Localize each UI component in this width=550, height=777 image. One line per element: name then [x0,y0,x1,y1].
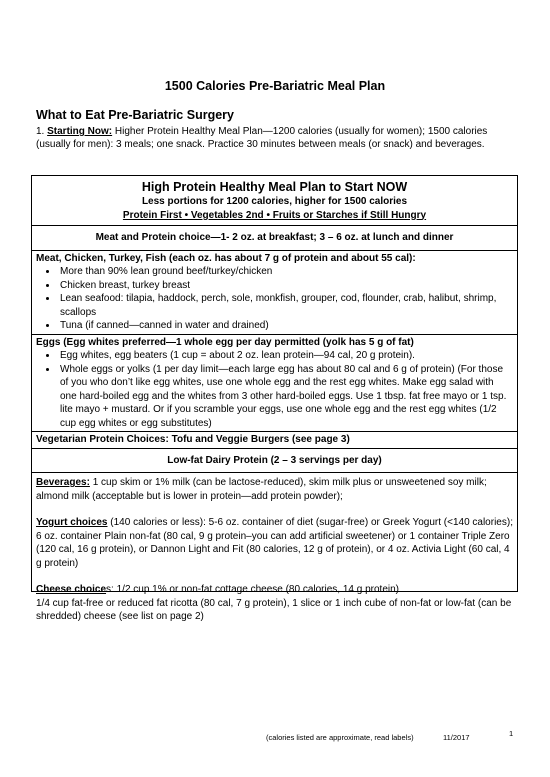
intro-label: Starting Now: [47,126,113,137]
intro-text: Higher Protein Healthy Meal Plan—1200 calories (usually for women); 1500 calories (usually for men): 3 meals; one snack. Practice 30 minutes between meals (or snack) and beverages. [36,126,488,150]
cheese-paragraph [36,583,513,597]
table-priority: Protein First • Vegetables 2nd • Fruits or Starches if Still Hungry [122,209,427,221]
meat-protein-heading: Meat and Protein choice—1- 2 oz. at breakfast; 3 – 6 oz. at lunch and dinner [32,226,517,251]
footer-date: 11/2017 [443,733,470,742]
table-subtitle: Less portions for 1200 calories, higher for 1500 calories [141,196,408,207]
list-item: • Egg whites, egg beaters (1 cup = about 2 oz. lean protein—94 cal, 20 g protein). [58,349,513,363]
meal-plan-table [31,175,518,622]
footer-note: (calories listed are approximate, read labels) [266,733,414,742]
yogurt-text: (140 calories or less): 5-6 oz. container of diet (sugar-free) or Greek Yogurt (<140 calories); [107,517,513,528]
page-number: 1 [509,729,514,738]
beverages-paragraph [36,476,513,503]
eggs-cell [32,335,517,433]
table-title: High Protein Healthy Meal Plan to Start NOW [141,180,408,194]
meat-section-heading: Meat, Chicken, Turkey, Fish (each oz. has about 7 g of protein and about 55 cal): [36,252,416,264]
intro-number: 1. [36,126,45,137]
dairy-heading: Low-fat Dairy Protein (2 – 3 servings per day) [32,449,517,474]
cheese-text: s: 1/2 cup 1% or non-fat cottage cheese (80 calories, 14 g protein) [106,584,399,595]
yogurt-paragraph [36,516,513,530]
beverages-label: Beverages: [36,477,90,488]
cheese-options: 1/4 cup fat-free or reduced fat ricotta (80 cal, 7 g protein), 1 slice or 1 inch cube of non-fat or low-fat (can be shredded) cheese (see list on page 2) [36,597,512,622]
intro-paragraph [36,125,520,151]
dairy-cell [32,473,517,622]
cheese-label: Cheese choice [36,584,107,595]
list-item: • Whole eggs or yolks (1 per day limit—each large egg has about 80 cal and 6 g of protein) (For those of you who don’t like egg whites, use one whole egg and the rest egg whites. Make egg salad with one hard-boiled egg and the whites from 3 other hard-boiled eggs. Use 1 tbsp. fat free mayo or 1 tsp. lite mayo + mustard. Or if you scramble your eggs, use one whole egg and the rest egg whites (1/2 cup egg whites or egg substitutes) [58,363,513,431]
yogurt-label: Yogurt choices [36,517,108,528]
list-item: • More than 90% lean ground beef/turkey/chicken [58,265,513,279]
vegetarian-cell [32,432,517,449]
yogurt-options: 6 oz. container Plain non-fat (80 cal, 9 g protein–you can add artificial sweetener) or 1 container Triple Zero (120 cal, 16 g protein), or Dannon Light and Fit (80 calories, 12 g of protein), or 4 oz. Activia Light (60 cal, 4 g protein) [36,530,510,569]
beverages-text: 1 cup skim or 1% milk (can be lactose-reduced), skim milk plus or unsweetened soy milk; almond milk (acceptable but is lower in protein—add protein powder); [36,477,487,502]
eggs-section-heading: Eggs (Egg whites preferred—1 whole egg per day permitted (yolk has 5 g of fat) [36,336,414,348]
section-heading: What to Eat Pre-Bariatric Surgery [36,108,234,122]
list-item: • Tuna (if canned—canned in water and drained) [58,319,513,333]
list-item: • Lean seafood: tilapia, haddock, perch, sole, monkfish, grouper, cod, flounder, crab, halibut, shrimp, scallops [58,292,513,319]
page-title: 1500 Calories Pre-Bariatric Meal Plan [164,79,386,93]
meat-list [36,265,513,333]
protein-choices-cell [32,251,517,335]
list-item: • Chicken breast, turkey breast [58,279,513,293]
table-header [32,176,517,226]
eggs-list [36,349,513,430]
vegetarian-heading: Vegetarian Protein Choices: Tofu and Veggie Burgers (see page 3) [36,434,350,445]
